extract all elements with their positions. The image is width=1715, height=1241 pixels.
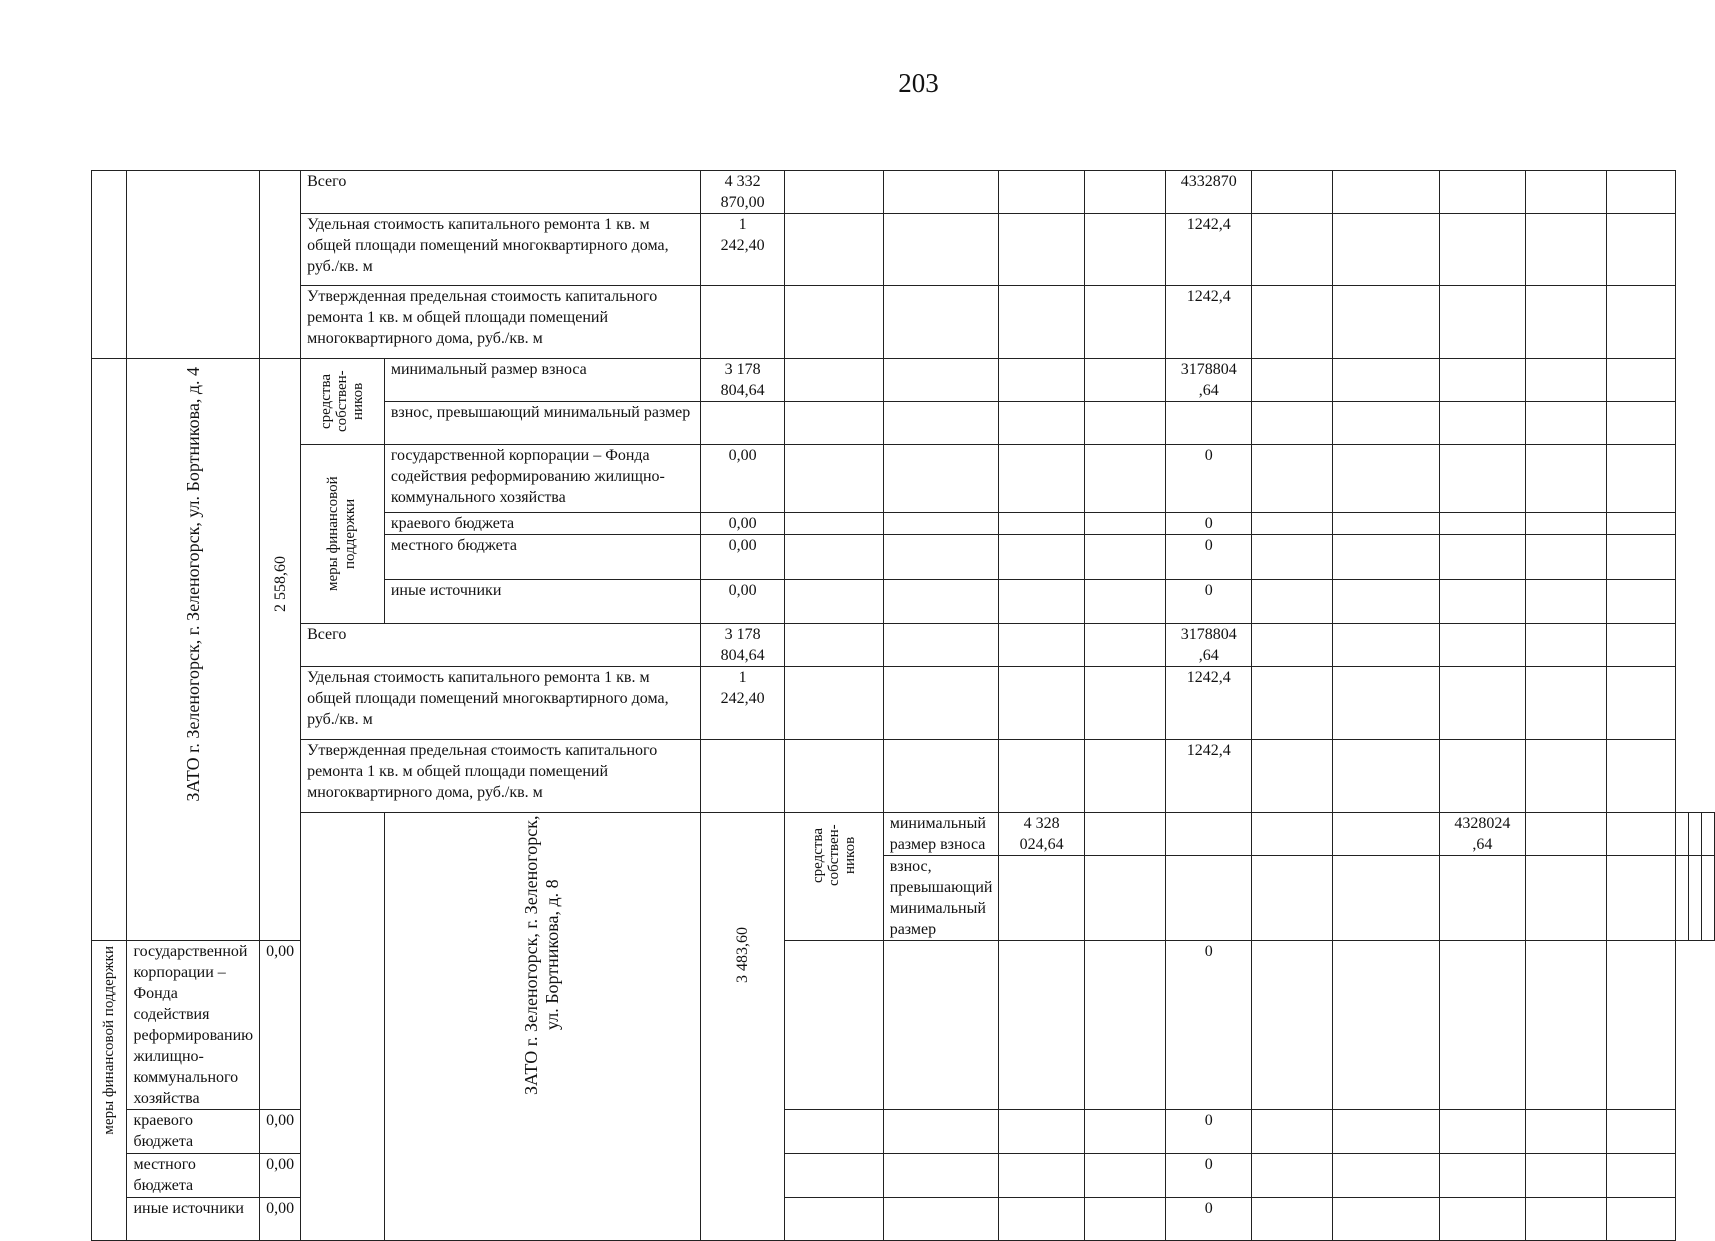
- total-value-2: 3178804 ,64: [1166, 624, 1252, 667]
- regional-budget-value: 0,00: [701, 513, 785, 535]
- over-min-value-2: [1166, 402, 1252, 445]
- total-label: Всего: [301, 171, 701, 214]
- table-row: [92, 445, 1715, 513]
- unit-cost-value: 1 242,40: [701, 214, 785, 286]
- table-row: [92, 624, 1715, 667]
- local-budget-label: местного бюджета: [384, 535, 700, 579]
- min-contribution-value-2: 4328024 ,64: [1439, 813, 1525, 856]
- total-value: 3 178 804,64: [701, 624, 785, 667]
- area-cell: [260, 359, 301, 941]
- support-measures-cell: [92, 941, 127, 1241]
- table-row: [92, 286, 1715, 359]
- table-row: [92, 214, 1715, 286]
- other-sources-value: 0,00: [260, 1198, 301, 1241]
- over-min-label: взнос, превышающий минимальный размер: [384, 402, 700, 445]
- other-sources-label: иные источники: [384, 579, 700, 623]
- local-budget-value: 0,00: [260, 1154, 301, 1198]
- min-contribution-label: минимальный размер взноса: [384, 359, 700, 402]
- local-budget-value-2: 0: [1166, 1154, 1252, 1198]
- unit-cost-value: 1 242,40: [701, 667, 785, 740]
- house-address: ЗАТО г. Зеленогорск, г. Зеленогорск, ул. Бортникова, д. 8: [521, 815, 563, 1095]
- max-cost-value: [701, 286, 785, 359]
- table-row: [92, 359, 1715, 402]
- total-label: Всего: [301, 624, 701, 667]
- regional-budget-label: краевого бюджета: [127, 1110, 260, 1154]
- state-fund-value: 0,00: [260, 941, 301, 1110]
- max-cost-value: [701, 740, 785, 813]
- state-fund-value-2: 0: [1166, 445, 1252, 513]
- local-budget-label: местного бюджета: [127, 1154, 260, 1198]
- table-row: [92, 813, 1715, 856]
- over-min-label: взнос, превышающий минимальный размер: [883, 856, 999, 941]
- state-fund-label: государственной корпорации – Фонда содействия реформированию жилищно-коммунального хозяйства: [384, 445, 700, 513]
- total-value-2: 4332870: [1166, 171, 1252, 214]
- unit-cost-value-2: 1242,4: [1166, 667, 1252, 740]
- unit-cost-label: Удельная стоимость капитального ремонта 1 кв. м общей площади помещений многоквартирного дома, руб./кв. м: [301, 214, 701, 286]
- regional-budget-value-2: 0: [1166, 1110, 1252, 1154]
- min-contribution-label: минимальный размер взноса: [883, 813, 999, 856]
- table-row: [92, 171, 1715, 214]
- page-number: 203: [898, 68, 939, 98]
- max-cost-label: Утвержденная предельная стоимость капитального ремонта 1 кв. м общей площади помещений многоквартирного дома, руб./кв. м: [301, 740, 701, 813]
- table-row: [92, 740, 1715, 813]
- state-fund-label: государственной корпорации – Фонда содействия реформированию жилищно-коммунального хозяйства: [127, 941, 260, 1110]
- local-budget-value-2: 0: [1166, 535, 1252, 579]
- owner-funds-label: средства собствен-ников: [318, 370, 367, 432]
- min-contribution-value-2: 3178804 ,64: [1166, 359, 1252, 402]
- table-row: [92, 667, 1715, 740]
- max-cost-label: Утвержденная предельная стоимость капитального ремонта 1 кв. м общей площади помещений многоквартирного дома, руб./кв. м: [301, 286, 701, 359]
- max-cost-value-2: 1242,4: [1166, 740, 1252, 813]
- owner-funds-label: средства собствен-ников: [810, 824, 858, 886]
- unit-cost-label: Удельная стоимость капитального ремонта 1 кв. м общей площади помещений многоквартирного дома, руб./кв. м: [301, 667, 701, 740]
- regional-budget-label: краевого бюджета: [384, 513, 700, 535]
- min-contribution-value: 4 328 024,64: [999, 813, 1084, 856]
- over-min-value-2: [1439, 856, 1525, 941]
- support-measures-label: меры финансовой поддержки: [100, 945, 117, 1135]
- state-fund-value-2: 0: [1166, 941, 1252, 1110]
- address-cell: [384, 813, 700, 1241]
- local-budget-value: 0,00: [701, 535, 785, 579]
- other-sources-value-2: 0: [1166, 579, 1252, 623]
- other-sources-value-2: 0: [1166, 1198, 1252, 1241]
- address-cell: [127, 359, 260, 941]
- total-value: 4 332 870,00: [701, 171, 785, 214]
- owner-funds-cell: [301, 359, 385, 445]
- over-min-value: [999, 856, 1084, 941]
- other-sources-value: 0,00: [701, 579, 785, 623]
- house-area: 3 483,60: [734, 927, 752, 983]
- unit-cost-value-2: 1242,4: [1166, 214, 1252, 286]
- regional-budget-value-2: 0: [1166, 513, 1252, 535]
- state-fund-value: 0,00: [701, 445, 785, 513]
- min-contribution-value: 3 178 804,64: [701, 359, 785, 402]
- over-min-value: [701, 402, 785, 445]
- support-measures-label: меры финансовой поддержки: [325, 476, 359, 592]
- other-sources-label: иные источники: [127, 1198, 260, 1241]
- house-area: 2 558,60: [271, 556, 289, 612]
- support-measures-cell: [301, 445, 385, 624]
- owner-funds-cell: [785, 813, 883, 941]
- house-address: ЗАТО г. Зеленогорск, г. Зеленогорск, ул. Бортникова, д. 4: [182, 366, 203, 802]
- regional-budget-value: 0,00: [260, 1110, 301, 1154]
- max-cost-value-2: 1242,4: [1166, 286, 1252, 359]
- area-cell: [701, 813, 785, 1241]
- capital-repair-table: [91, 170, 1715, 1241]
